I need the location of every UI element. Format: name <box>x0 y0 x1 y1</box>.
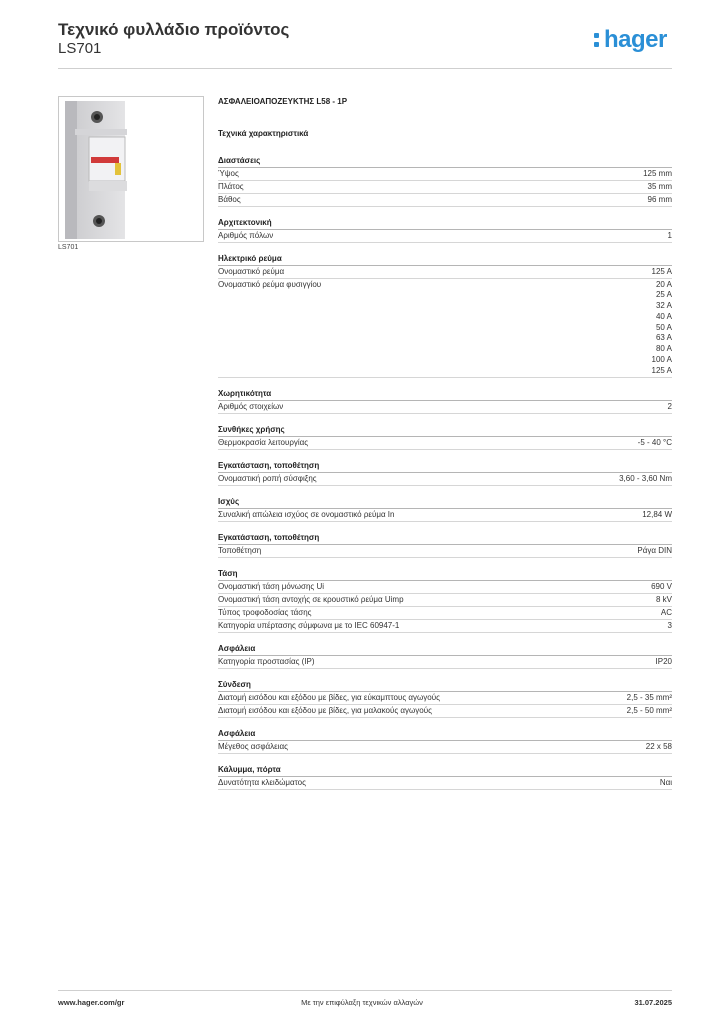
spec-label: Μέγεθος ασφάλειας <box>218 741 288 751</box>
spec-row <box>218 230 672 243</box>
spec-value: IP20 <box>655 656 672 666</box>
spec-value: 3,60 - 3,60 Nm <box>619 473 672 483</box>
spec-section <box>218 764 672 790</box>
spec-value: 2 <box>667 401 672 411</box>
spec-row <box>218 279 672 378</box>
spec-label: Αριθμός πόλων <box>218 231 274 240</box>
section-title: Ηλεκτρικό ρεύμα <box>218 253 672 266</box>
spec-value: 1 <box>667 231 672 240</box>
section-title: Χωρητικότητα <box>218 388 672 401</box>
spec-value: Ναι <box>659 777 672 787</box>
section-title: Κάλυμμα, πόρτα <box>218 764 672 777</box>
spec-section <box>218 424 672 450</box>
spec-label: Θερμοκρασία λειτουργίας <box>218 437 309 447</box>
hager-logo: hager <box>604 26 667 53</box>
footer-divider <box>58 990 672 991</box>
section-title: Ισχύς <box>218 496 672 509</box>
spec-value: 2,5 - 50 mm² <box>626 705 672 715</box>
section-title: Αρχιτεκτονική <box>218 217 672 230</box>
spec-label: Τοποθέτηση <box>218 545 262 555</box>
spec-row <box>218 545 672 558</box>
spec-row <box>218 741 672 754</box>
spec-section <box>218 568 672 633</box>
spec-label: Δυνατότητα κλειδώματος <box>218 777 306 787</box>
section-title: Τάση <box>218 568 672 581</box>
spec-row <box>218 181 672 194</box>
spec-row <box>218 509 672 522</box>
spec-label: Βάθος <box>218 195 241 204</box>
spec-row <box>218 473 672 486</box>
footer-website: www.hager.com/gr <box>58 998 125 1007</box>
spec-row <box>218 581 672 594</box>
spec-label: Ονομαστικό ρεύμα φυσιγγίου <box>218 280 322 289</box>
spec-label: Διατομή εισόδου και εξόδου με βίδες, για εύκαμπτους αγωγούς <box>218 692 440 702</box>
tech-heading: Τεχνικά χαρακτηριστικά <box>218 129 309 138</box>
section-title: Διαστάσεις <box>218 155 672 168</box>
spec-row <box>218 607 672 620</box>
spec-row <box>218 594 672 607</box>
spec-section <box>218 643 672 669</box>
spec-value: 20 A 25 A 32 A 40 A 50 A 63 A 80 A 100 A 125 A <box>651 279 672 375</box>
spec-section <box>218 155 672 207</box>
spec-value: 125 A <box>651 267 672 276</box>
spec-label: Συναλική απώλεια ισχύος σε ονομαστικό ρεύμα In <box>218 509 395 519</box>
spec-section <box>218 388 672 414</box>
spec-row <box>218 194 672 207</box>
spec-label: Κατηγορία προστασίας (IP) <box>218 656 315 666</box>
spec-section <box>218 217 672 243</box>
spec-value: AC <box>660 607 672 617</box>
page-title: Τεχνικό φυλλάδιο προϊόντος <box>58 20 290 39</box>
image-caption: LS701 <box>58 244 79 251</box>
spec-value: 8 kV <box>655 594 672 604</box>
spec-label: Διατομή εισόδου και εξόδου με βίδες, για μαλακούς αγωγούς <box>218 705 432 715</box>
spec-value: -5 - 40 °C <box>637 437 672 447</box>
spec-row <box>218 266 672 279</box>
spec-value: 125 mm <box>643 169 672 178</box>
section-title: Σύνδεση <box>218 679 672 692</box>
section-title: Συνθήκες χρήσης <box>218 424 672 437</box>
spec-row <box>218 656 672 669</box>
spec-sections <box>218 155 672 790</box>
spec-section <box>218 679 672 718</box>
footer-disclaimer: Με την επιφύλαξη τεχνικών αλλαγών <box>301 998 423 1007</box>
section-title: Εγκατάσταση, τοποθέτηση <box>218 532 672 545</box>
spec-value: 35 mm <box>647 182 672 191</box>
spec-row <box>218 692 672 705</box>
spec-value: 3 <box>667 620 672 630</box>
spec-row <box>218 401 672 414</box>
spec-row <box>218 705 672 718</box>
fuse-holder-icon <box>59 97 203 241</box>
spec-label: Ονομαστικό ρεύμα <box>218 267 285 276</box>
spec-section <box>218 460 672 486</box>
section-title: Ασφάλεια <box>218 728 672 741</box>
spec-row <box>218 437 672 450</box>
spec-section <box>218 728 672 754</box>
logo-mark-icon <box>594 33 600 51</box>
spec-row <box>218 777 672 790</box>
product-image <box>58 96 204 242</box>
section-title: Ασφάλεια <box>218 643 672 656</box>
spec-label: Πλάτος <box>218 182 244 191</box>
spec-label: Ονομαστική ροπή σύσφιξης <box>218 473 317 483</box>
spec-value: 12,84 W <box>642 509 672 519</box>
spec-label: Ονομαστική τάση μόνωσης Ui <box>218 581 325 591</box>
header-divider <box>58 68 672 69</box>
spec-value: 690 V <box>651 581 672 591</box>
spec-section <box>218 532 672 558</box>
spec-section <box>218 253 672 378</box>
spec-value: 96 mm <box>647 195 672 204</box>
spec-row <box>218 620 672 633</box>
product-title: ΑΣΦΑΛΕΙΟΑΠΟΖΕΥΚΤΗΣ L58 - 1P <box>218 97 348 106</box>
spec-label: Αριθμός στοιχείων <box>218 401 284 411</box>
spec-label: Κατηγορία υπέρτασης σύμφωνα με το IEC 60947-1 <box>218 620 400 630</box>
spec-value: 2,5 - 35 mm² <box>626 692 672 702</box>
spec-value: Ράγα DIN <box>637 545 672 555</box>
spec-label: Ονομαστική τάση αντοχής σε κρουστικό ρεύμα Uimp <box>218 594 404 604</box>
footer-date: 31.07.2025 <box>634 998 672 1007</box>
product-code: LS701 <box>58 40 102 57</box>
spec-label: Τύπος τροφοδοσίας τάσης <box>218 607 312 617</box>
spec-label: Ύψος <box>218 169 239 178</box>
spec-content <box>218 97 672 790</box>
spec-row <box>218 168 672 181</box>
section-title: Εγκατάσταση, τοποθέτηση <box>218 460 672 473</box>
spec-section <box>218 496 672 522</box>
spec-value: 22 x 58 <box>645 741 672 751</box>
